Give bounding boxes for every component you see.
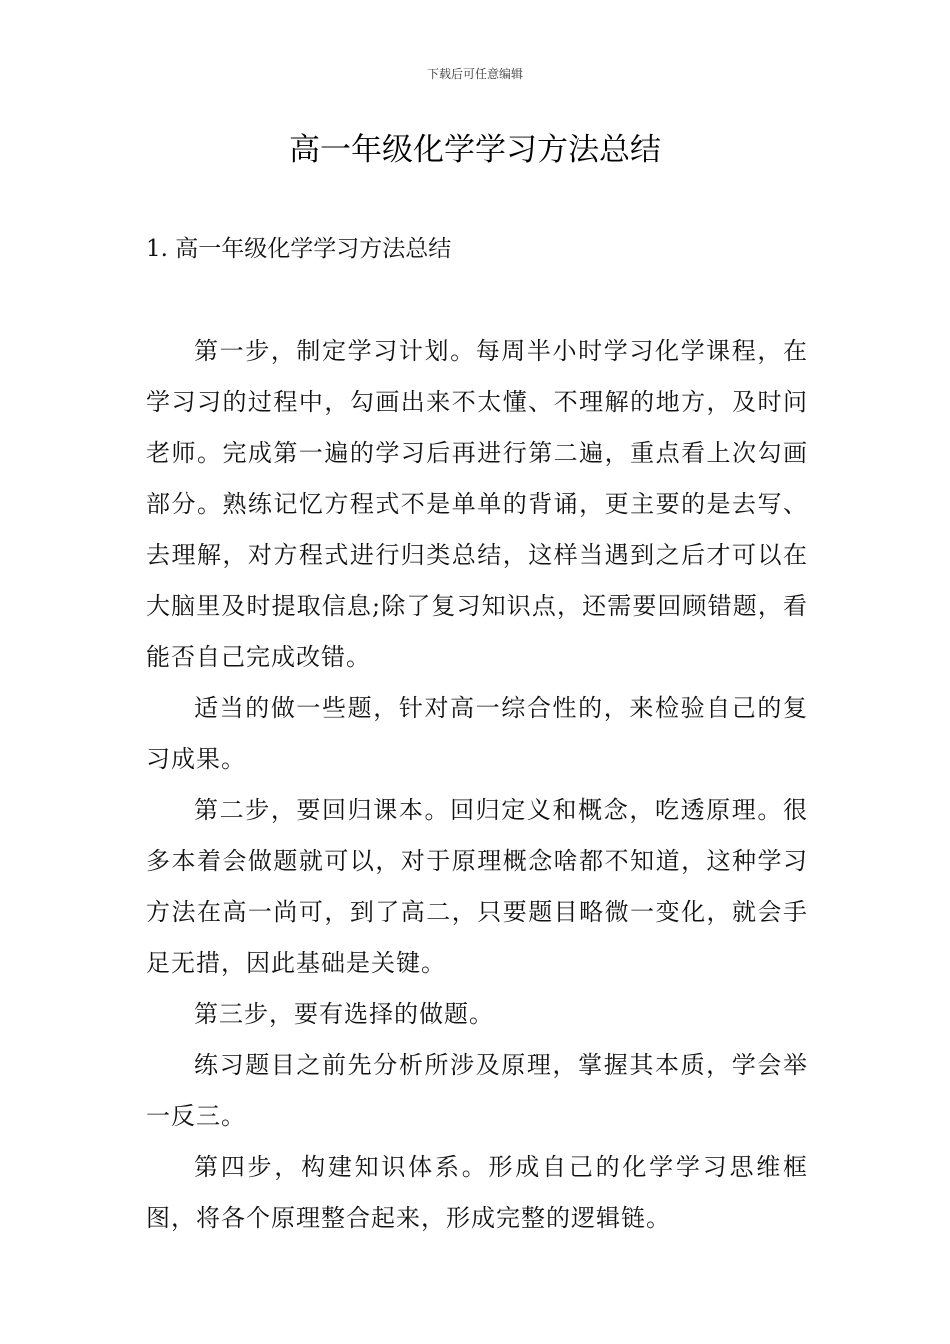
document-title: 高一年级化学学习方法总结	[289, 132, 661, 168]
paragraph-step-four: 第四步，构建知识体系。形成自己的化学学习思维框图，将各个原理整合起来，形成完整的逻辑链。	[146, 1153, 808, 1232]
paragraph-step-two: 第二步，要回归课本。回归定义和概念，吃透原理。很多本着会做题就可以，对于原理概念啥都不知道，这种学习方法在高一尚可，到了高二，只要题目略微一变化，就会手足无措，因此基础是关键。	[146, 796, 808, 977]
paragraph-practice: 适当的做一些题，针对高一综合性的，来检验自己的复习成果。	[146, 694, 808, 773]
paragraph-step-one: 第一步，制定学习计划。每周半小时学习化学课程，在学习习的过程中，勾画出来不太懂、不理解的地方，及时问老师。完成第一遍的学习后再进行第二遍，重点看上次勾画部分。熟练记忆方程式不是单单的背诵，更主要的是去写、去理解，对方程式进行归类总结，这样当遇到之后才可以在大脑里及时提取信息;除了复习知识点，还需要回顾错题，看能否自己完成改错。	[146, 337, 808, 671]
header-note: 下载后可任意编辑	[426, 67, 523, 81]
paragraph-step-three: 第三步，要有选择的做题。	[194, 1000, 494, 1028]
paragraph-analysis: 练习题目之前先分析所涉及原理，掌握其本质，学会举一反三。	[146, 1051, 808, 1130]
body-text	[146, 326, 808, 1244]
section-heading: 1. 高一年级化学学习方法总结	[146, 236, 452, 262]
